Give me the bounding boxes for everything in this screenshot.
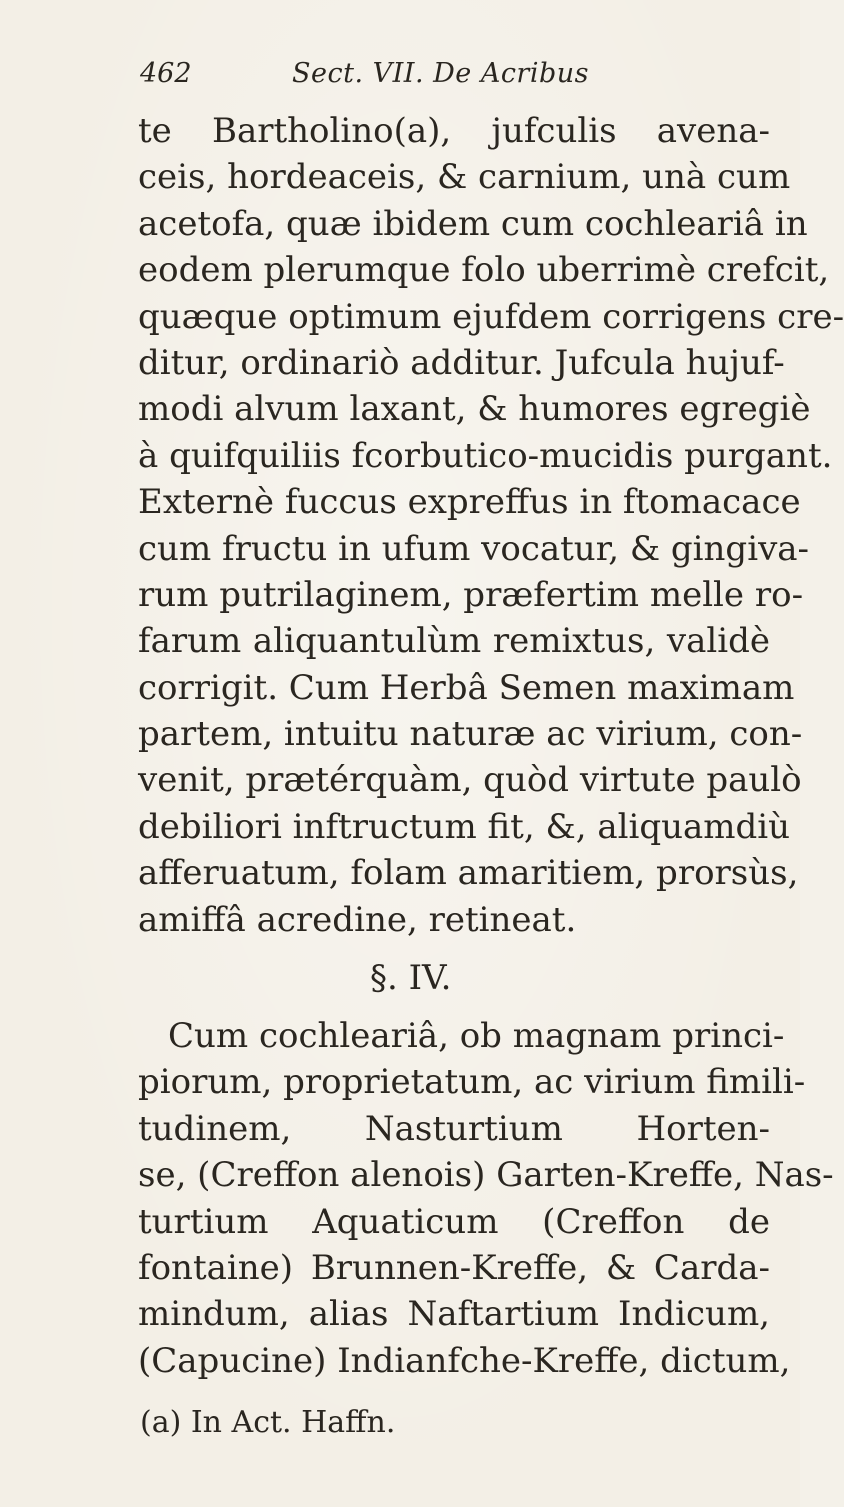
text-line: ceis, hordeaceis, & carnium, unà cum (138, 157, 791, 198)
text-line: piorum, proprietatum, ac virium fimili- (138, 1062, 806, 1103)
paragraph-1 (138, 108, 844, 943)
text-line: debiliori inftructum fit, &, aliquamdiù (138, 806, 791, 847)
page-number: 462 (140, 58, 192, 89)
paragraph-2 (138, 1013, 834, 1384)
text-line: modi alvum laxant, & humores egregiè (138, 389, 811, 430)
text-line: cum fructu in ufum vocatur, & gingiva- (138, 528, 810, 569)
text-line: turtium Aquaticum (Creffon de (138, 1201, 770, 1242)
text-line: mindum, alias Naftartium Indicum, (138, 1294, 770, 1335)
page-body (138, 108, 844, 1452)
text-line: te Bartholino(a), jufculis avena- (138, 111, 770, 151)
text-line: se, (Creffon alenois) Garten-Kreffe, Nas- (138, 1155, 834, 1196)
running-title: Sect. VII. De Acribus (292, 58, 590, 89)
text-line: à quifquiliis fcorbutico-mucidis purgant. (138, 435, 833, 476)
text-line: rum putrilaginem, præfertim melle ro- (138, 574, 804, 615)
text-line: (Capucine) Indianfche-Kreffe, dictum, (138, 1340, 791, 1381)
text-line: partem, intuitu naturæ ac virium, con- (138, 714, 803, 755)
text-line: farum aliquantulùm remixtus, validè (138, 621, 770, 662)
footnote: (a) In Act. Haffn. (140, 1405, 396, 1441)
text-line: tudinem, Nasturtium Horten- (138, 1108, 770, 1149)
text-line: Externè fuccus expreffus in ftomacace (138, 482, 801, 523)
text-line: corrigit. Cum Herbâ Semen maximam (138, 667, 795, 708)
text-line: eodem plerumque folo uberrimè crefcit, (138, 250, 830, 291)
text-line: quæque optimum ejufdem corrigens cre- (138, 296, 844, 337)
text-line: ditur, ordinariò additur. Jufcula hujuf- (138, 342, 785, 383)
text-line: fontaine) Brunnen-Kreffe, & Carda- (138, 1247, 770, 1288)
text-line: venit, prætérquàm, quòd virtute paulò (138, 760, 802, 801)
text-line: Cum cochleariâ, ob magnam princi- (168, 1016, 785, 1057)
section-heading: §. IV. (370, 958, 452, 999)
text-line: acetofa, quæ ibidem cum cochleariâ in (138, 203, 808, 244)
text-line: afferuatum, folam amaritiem, prorsùs, (138, 853, 799, 894)
page-header (140, 58, 700, 98)
text-line: amiffâ acredine, retineat. (138, 899, 577, 940)
